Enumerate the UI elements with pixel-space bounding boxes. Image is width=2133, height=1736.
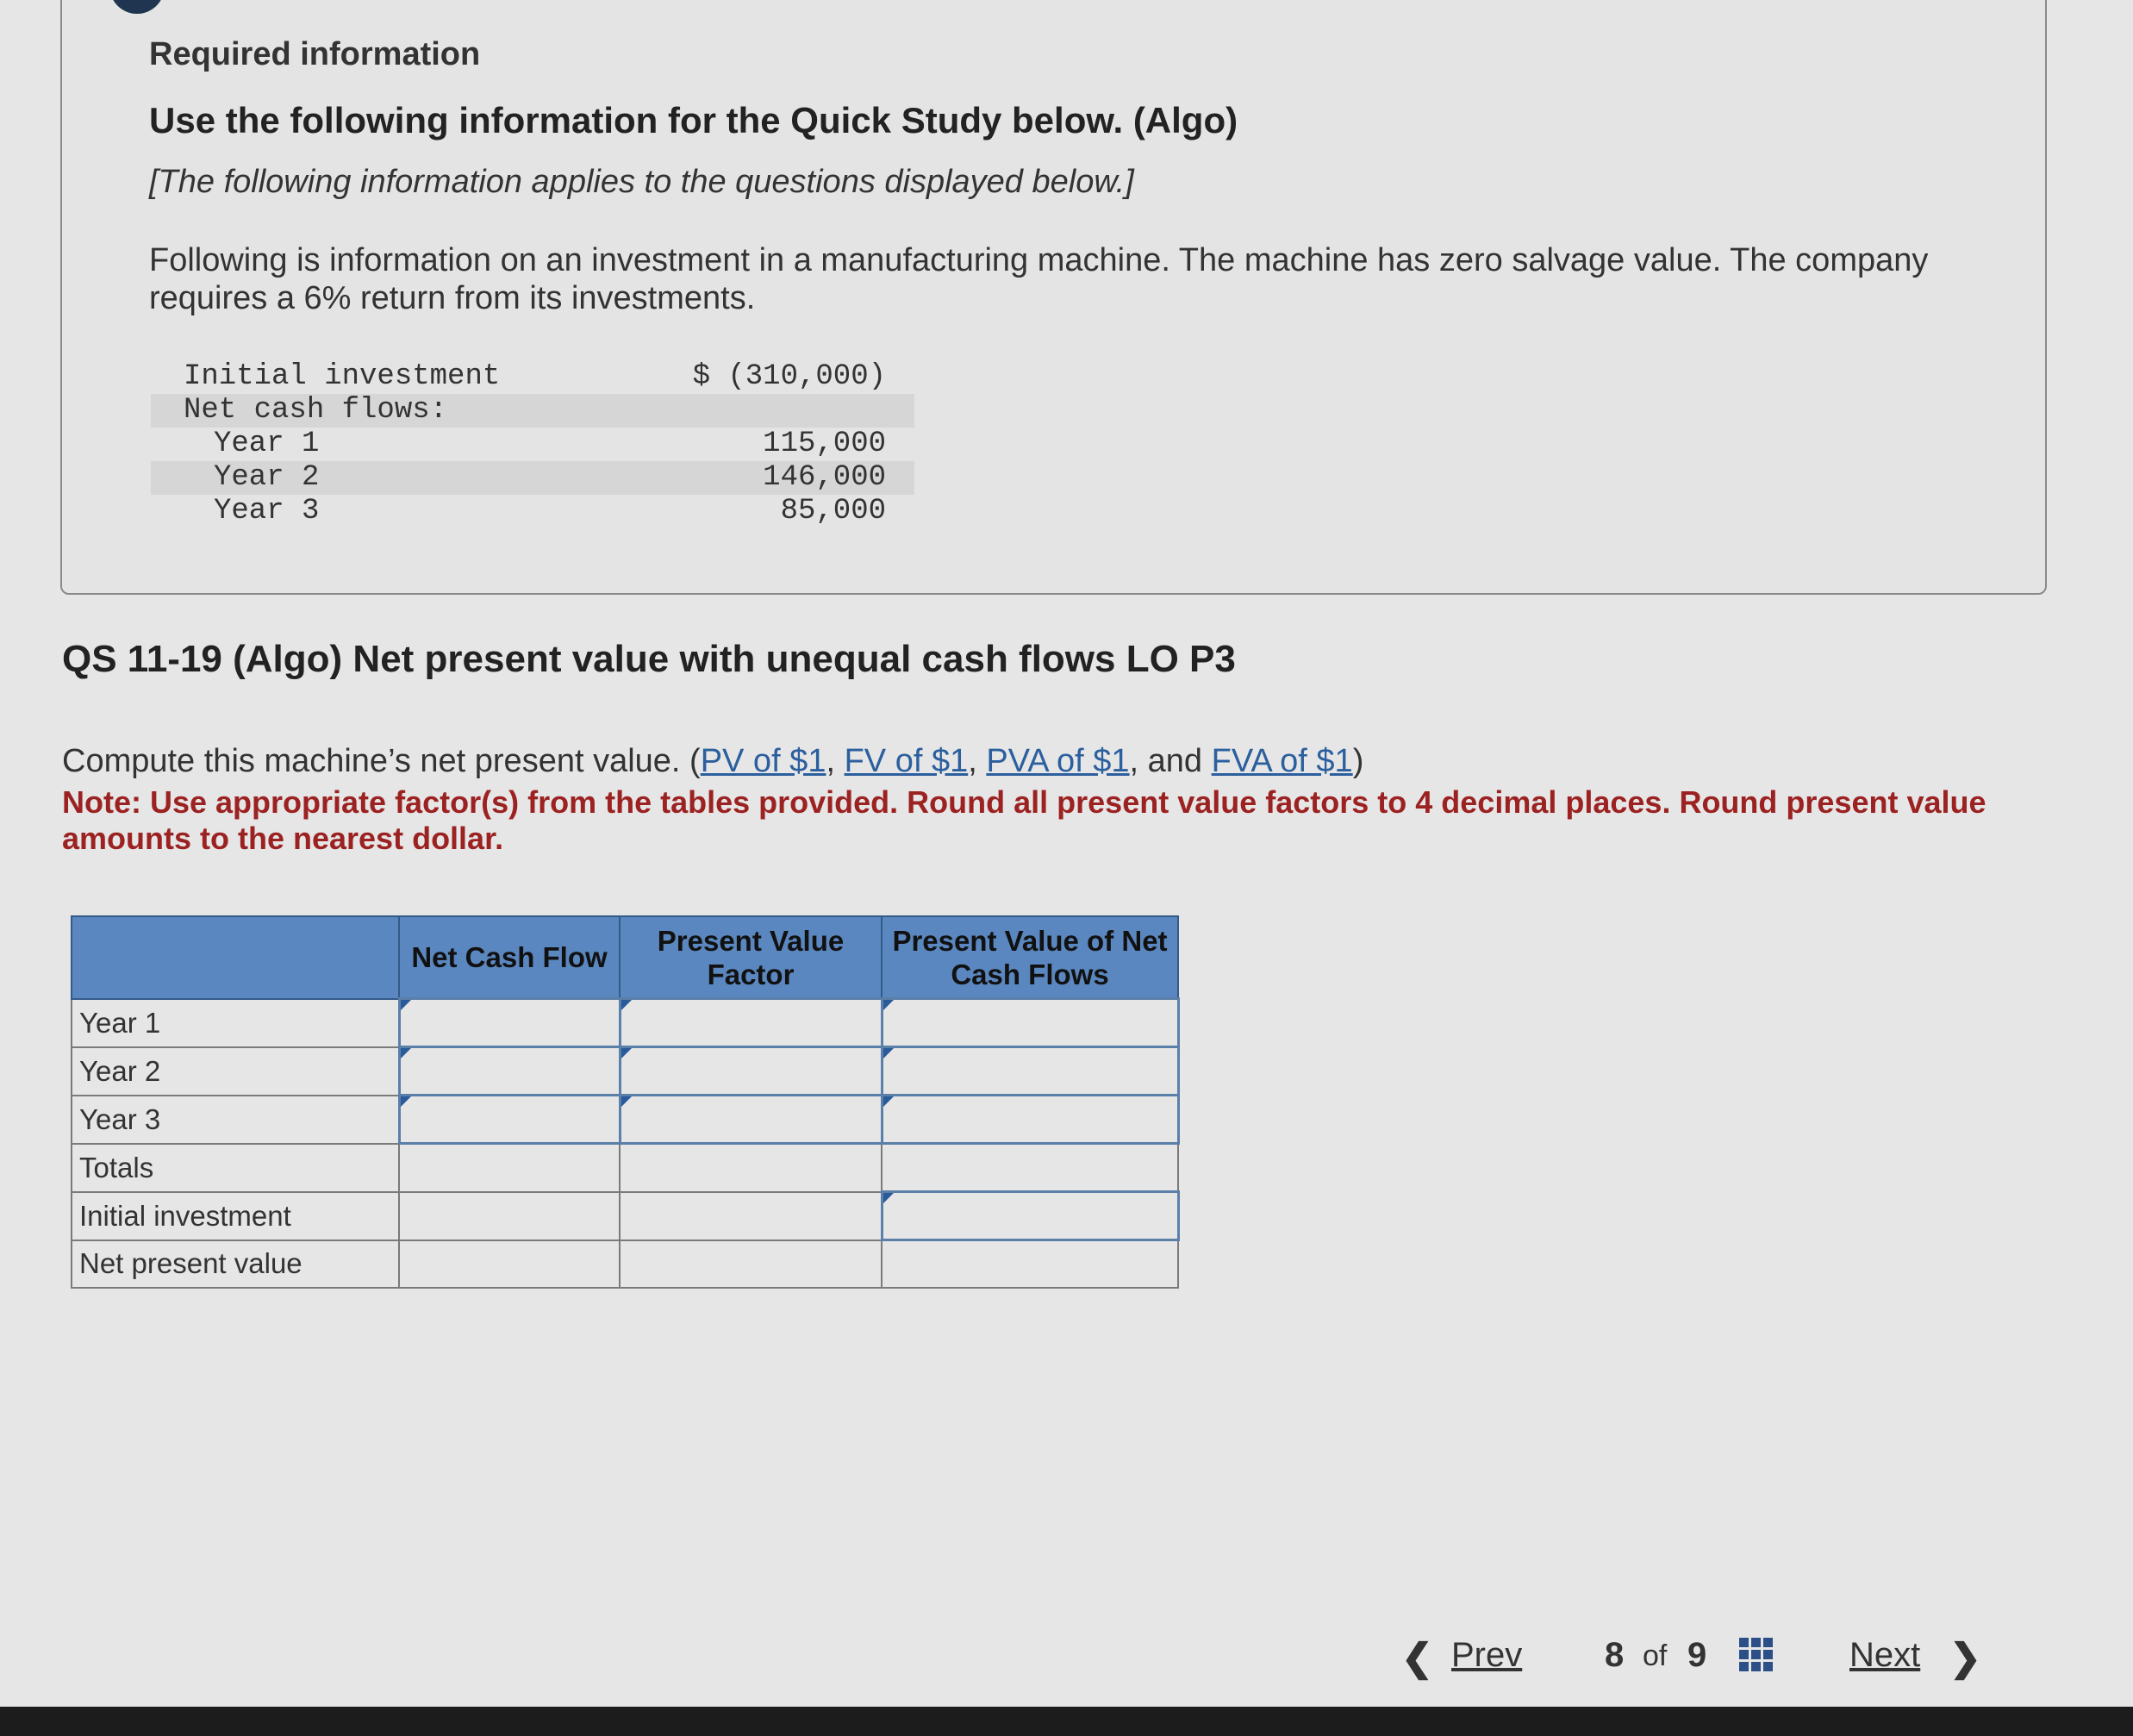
table-row xyxy=(72,1240,1178,1289)
initial-net-cash-flow-cell xyxy=(399,1192,620,1240)
table-row xyxy=(72,999,1178,1047)
rounding-note: Note: Use appropriate factor(s) from the tables provided. Round all present value factors to 4 decimal places. Round present value amounts to the nearest dollar. xyxy=(62,784,1986,856)
net-present-value-cell xyxy=(882,1240,1178,1289)
given-label: Year 2 xyxy=(151,461,627,495)
year-3-pv-factor-input[interactable] xyxy=(620,1096,882,1144)
given-row-initial xyxy=(151,360,914,394)
question-title: QS 11-19 (Algo) Net present value with unequal cash flows LO P3 xyxy=(62,638,1236,680)
given-value: 115,000 xyxy=(763,428,886,460)
question-prompt: Compute this machine’s net present value. (PV of $1, FV of $1, PVA of $1, and FVA of $1) xyxy=(62,743,1364,779)
given-row-year-3 xyxy=(151,495,914,528)
year-3-net-cash-flow-input[interactable] xyxy=(399,1096,620,1144)
npv-header-row xyxy=(72,916,1178,999)
row-label-year-3: Year 3 xyxy=(72,1096,399,1144)
given-label: Net cash flows: xyxy=(151,394,627,428)
header-net-cash-flow: Net Cash Flow xyxy=(399,916,620,999)
totals-pv-cell xyxy=(882,1144,1178,1192)
chevron-left-icon[interactable]: ❮ xyxy=(1401,1637,1433,1679)
given-label: Initial investment xyxy=(184,360,501,393)
current-page: 8 xyxy=(1605,1636,1625,1674)
table-row xyxy=(72,1192,1178,1240)
info-badge-icon xyxy=(109,0,165,14)
initial-pv-factor-cell xyxy=(620,1192,882,1240)
table-row xyxy=(72,1047,1178,1096)
row-label-net-present-value: Net present value xyxy=(72,1240,399,1289)
row-label-initial-investment: Initial investment xyxy=(72,1192,399,1240)
prev-button[interactable]: Prev xyxy=(1451,1636,1523,1674)
header-pv-factor: Present Value Factor xyxy=(620,916,882,999)
given-data-table xyxy=(151,360,914,528)
chevron-right-icon[interactable]: ❯ xyxy=(1949,1637,1981,1679)
header-blank xyxy=(72,916,399,999)
table-row xyxy=(72,1096,1178,1144)
npv-net-cash-flow-cell xyxy=(399,1240,620,1289)
taskbar xyxy=(0,1707,2133,1736)
given-row-net-cash xyxy=(151,394,914,428)
year-1-pv-factor-input[interactable] xyxy=(620,999,882,1047)
given-value: 85,000 xyxy=(780,495,886,528)
pv-table-link[interactable]: PV of $1 xyxy=(700,743,826,779)
given-label: Year 1 xyxy=(214,428,320,460)
question-pager xyxy=(1379,1620,2008,1689)
fv-table-link[interactable]: FV of $1 xyxy=(844,743,969,779)
required-information-heading: Required information xyxy=(149,36,481,72)
grid-icon[interactable] xyxy=(1739,1638,1774,1672)
given-row-year-1 xyxy=(151,428,914,461)
table-row xyxy=(72,1144,1178,1192)
npv-pv-factor-cell xyxy=(620,1240,882,1289)
totals-net-cash-flow-cell xyxy=(399,1144,620,1192)
year-2-net-cash-flow-input[interactable] xyxy=(399,1047,620,1096)
given-value: 146,000 xyxy=(627,461,914,495)
fva-table-link[interactable]: FVA of $1 xyxy=(1211,743,1353,779)
year-1-net-cash-flow-input[interactable] xyxy=(399,999,620,1047)
total-pages: 9 xyxy=(1687,1636,1707,1674)
totals-pv-factor-cell xyxy=(620,1144,882,1192)
given-label: Year 3 xyxy=(214,495,320,528)
next-button[interactable]: Next xyxy=(1849,1636,1921,1674)
year-3-pv-input[interactable] xyxy=(882,1096,1178,1144)
npv-answer-table xyxy=(71,915,1180,1289)
info-subheading: Use the following information for the Quick Study below. (Algo) xyxy=(149,100,1238,141)
row-label-totals: Totals xyxy=(72,1144,399,1192)
pva-table-link[interactable]: PVA of $1 xyxy=(986,743,1130,779)
initial-investment-pv-input[interactable] xyxy=(882,1192,1178,1240)
year-2-pv-input[interactable] xyxy=(882,1047,1178,1096)
applies-note: [The following information applies to the questions displayed below.] xyxy=(149,164,1134,200)
row-label-year-2: Year 2 xyxy=(72,1047,399,1096)
page-of-label: of xyxy=(1643,1639,1668,1672)
header-pv-net-cash-flows: Present Value of Net Cash Flows xyxy=(882,916,1178,999)
scenario-description: Following is information on an investment in a manufacturing machine. The machine has zero salvage value. The company requires a 6% return from its investments. xyxy=(149,242,1929,316)
given-value: $ (310,000) xyxy=(692,360,886,393)
year-1-pv-input[interactable] xyxy=(882,999,1178,1047)
given-row-year-2 xyxy=(151,461,914,495)
year-2-pv-factor-input[interactable] xyxy=(620,1047,882,1096)
row-label-year-1: Year 1 xyxy=(72,999,399,1047)
